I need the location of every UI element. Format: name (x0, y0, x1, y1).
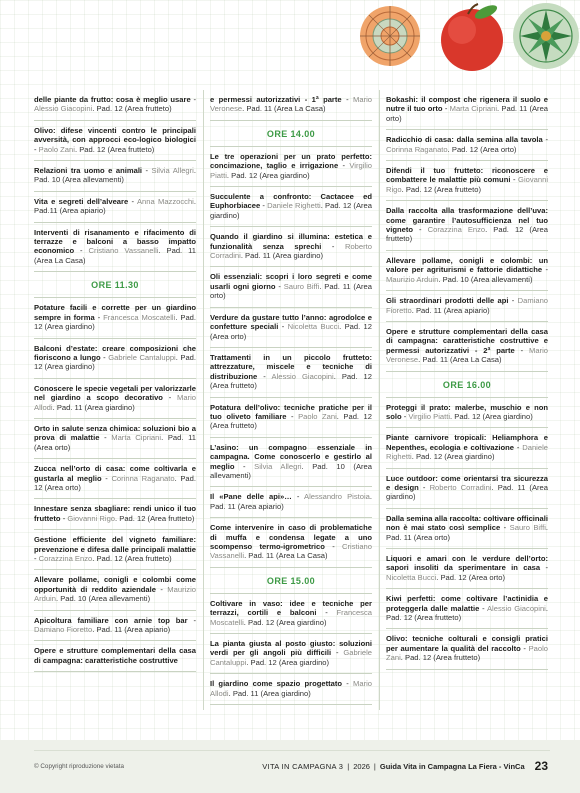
program-entry: Innestare senza sbagliare: rendi unico il tuo frutteto - Giovanni Rigo. Pad. 12 (Area frutteto) (34, 499, 196, 530)
speaker-name: Alessandro Pistoia (304, 492, 370, 502)
venue-location: Pad. 12 (Area frutteto) (96, 104, 172, 114)
venue-location: Pad. 11 (Area apiario) (96, 625, 171, 635)
program-entry: Balconi d’estate: creare composizioni che fioriscono a lungo - Gabriele Cantaluppi. Pad. 12 (Area giardino) (34, 339, 196, 379)
venue-location: Pad. 10 (Area allevamenti) (34, 175, 124, 185)
program-entry: La pianta giusta al posto giusto: soluzioni verdi per gli angoli più difficili - Gabriele Cantaluppi. Pad. 12 (Area giardino) (210, 634, 372, 674)
venue-location: Pad. 10 (Area allevamenti) (210, 461, 372, 480)
program-column-1 (34, 90, 196, 710)
leaf-rosette-icon (513, 3, 579, 69)
program-entry: Apicoltura familiare con arnie top bar - Damiano Fioretto. Pad. 11 (Area apiario) (34, 611, 196, 642)
venue-location: Pad. 11 (Area orto) (210, 281, 372, 301)
program-entry: Il giardino come spazio progettato - Mario Allodi. Pad. 11 (Area giardino) (210, 674, 372, 705)
program-entry: delle piante da frutto: cosa è meglio usare - Alessio Giacopini. Pad. 12 (Area frutteto) (34, 90, 196, 121)
program-entry: Coltivare in vaso: idee e tecniche per terrazzi, cortili e balconi - Francesca Moscatelli. Pad. 12 (Area giardino) (210, 594, 372, 634)
venue-location: Pad. 10 (Area allevamenti) (442, 274, 533, 284)
speaker-name: Mario Veronese (210, 95, 372, 114)
venue-location: Pad. 11 (Area orto) (34, 433, 196, 452)
program-entry: Difendi il tuo frutteto: riconoscere e combattere le malattie più comuni - Giovanni Rigo. Pad. 12 (Area frutteto) (386, 161, 548, 201)
talk-title: Come intervenire in caso di problematiche di muffa e condensa legate a uno scompenso termo-igrometrico (210, 523, 372, 551)
time-slot-heading: ORE 15.00 (210, 568, 372, 594)
speaker-name: Silvia Allegri (151, 166, 194, 176)
speaker-name: Nicoletta Bucci (287, 322, 340, 332)
speaker-name: Marta Cipriani (111, 433, 162, 443)
talk-title: Dalla raccolta alla trasformazione dell’uva: come garantire l’autosufficienza nel tuo vigneto (386, 206, 548, 235)
program-column-2 (210, 90, 372, 710)
program-entry: Potature facili e corrette per un giardino sempre in forma - Francesca Moscatelli. Pad. 12 (Area giardino) (34, 298, 196, 338)
program-entry: Trattamenti in un piccolo frutteto: attrezzature, miscele e tecniche di distribuzione - Alessio Giacopini. Pad. 12 (Area frutteto) (210, 348, 372, 398)
venue-location: Pad. 12 (Area frutteto) (210, 411, 372, 431)
program-entry: Luce outdoor: come orientarsi tra sicurezza e design - Roberto Corradini. Pad. 11 (Area giardino) (386, 469, 548, 509)
venue-location: Pad. 12 (Area giardino) (248, 617, 327, 627)
speaker-name: Paolo Zani (38, 144, 75, 154)
speaker-name: Mario Allodi (210, 679, 372, 698)
program-entry: Gli straordinari prodotti delle api - Damiano Fioretto. Pad. 11 (Area apiario) (386, 291, 548, 322)
program-entry: Il «Pane delle api»… - Alessandro Pistoia. Pad. 11 (Area apiario) (210, 487, 372, 518)
speaker-name: Giovanni Rigo (386, 175, 548, 194)
speaker-name: Gabriele Cantaluppi (210, 648, 372, 667)
running-footer (262, 759, 548, 773)
talk-title: Kiwi perfetti: come coltivare l’actinidia e proteggerla dalle malattie (386, 594, 548, 613)
talk-title: Radicchio di casa: dalla semina alla tavola (386, 135, 543, 145)
speaker-name: Corinna Raganato (111, 473, 175, 483)
talk-title: Olivo: tecniche colturali e consigli pratici per aumentare la qualità del raccolto (386, 634, 548, 653)
speaker-name: Sauro Biffi (283, 281, 320, 291)
program-entry: Proteggi il prato: malerbe, muschio e non solo - Virgilio Piatti. Pad. 12 (Area giardino) (386, 398, 548, 429)
magazine-name: VITA IN CAMPAGNA 3 (262, 761, 344, 771)
venue-location: Pad. 12 (Area giardino) (210, 201, 372, 220)
venue-location: Pad. 12 (Area giardino) (415, 452, 495, 462)
venue-location: Pad.11 (Area apiario) (34, 206, 106, 216)
footer-separator: | (373, 761, 376, 771)
program-entry: Potatura dell’olivo: tecniche pratiche per il tuo oliveto familiare - Paolo Zani. Pad. 12 (Area frutteto) (210, 398, 372, 438)
talk-title: Balconi d’estate: creare composizioni che fioriscono a lungo (34, 343, 196, 362)
program-entry: Verdure da gustare tutto l’anno: agrodolce e confetture speciali - Nicoletta Bucci. Pad. 12 (Area orto) (210, 308, 372, 348)
program-columns (34, 90, 548, 718)
program-entry (34, 641, 196, 672)
venue-location: Pad. 12 (Area frutteto) (79, 144, 155, 154)
talk-title: Opere e strutture complementari della casa di campagna: caratteristiche costruttive (34, 646, 196, 665)
venue-location: Pad. 11 (Area La Casa) (246, 104, 326, 114)
venue-location: Pad. 12 (Area frutteto) (210, 371, 372, 391)
program-entry: Olivo: tecniche colturali e consigli pratici per aumentare la qualità del raccolto - Paolo Zani. Pad. 12 (Area frutteto) (386, 629, 548, 669)
talk-title: Interventi di risanamento e rifacimento di terrazze e balconi a basso impatto economico (34, 227, 196, 256)
speaker-name: Maurizio Arduin (34, 584, 196, 604)
talk-title: Conoscere le specie vegetali per valorizzarle nel giardino a scopo decorativo (34, 383, 196, 403)
program-entry: Orto in salute senza chimica: soluzioni bio a prova di malattie - Marta Cipriani. Pad. 11 (Area orto) (34, 419, 196, 459)
talk-title: Bokashi: il compost che rigenera il suolo e nutre il tuo orto (386, 95, 548, 114)
talk-title: L’asino: un compagno essenziale in campagna. Come conoscerlo e gestirlo al meglio (210, 442, 372, 471)
venue-location: Pad. 12 (Area orto) (440, 572, 506, 582)
talk-title: Olivo: difese vincenti contro le principali avversità, con approcci eco-logico biologici (34, 125, 196, 145)
talk-title: Gli straordinari prodotti delle api (386, 296, 509, 306)
program-column-3 (386, 90, 548, 710)
speaker-name: Roberto Corradini (429, 482, 492, 492)
venue-location: Pad. 12 (Area giardino) (231, 170, 310, 180)
program-entry: Interventi di risanamento e rifacimento di terrazze e balconi a basso impatto economico - Cristiano Vassanelli. Pad. 11 (Area La Casa) (34, 223, 196, 273)
speaker-name: Damiano Fioretto (34, 625, 93, 635)
speaker-name: Virgilio Piatti (408, 411, 451, 421)
talk-title: Coltivare in vaso: idee e tecniche per terrazzi, cortili e balconi (210, 598, 372, 618)
program-entry: Come intervenire in caso di problematiche di muffa e condensa legate a uno scompenso termo-igrometrico - Cristiano Vassanelli. Pad. 11 (Area La Casa) (210, 518, 372, 568)
talk-title: Gestione efficiente del vigneto familiare: prevenzione e difesa dalle principali malattie (34, 535, 196, 554)
column-divider (379, 90, 380, 710)
speaker-name: Francesca Moscatelli (103, 312, 176, 322)
program-entry: Oli essenziali: scopri i loro segreti e come usarli ogni giorno - Sauro Biffi. Pad. 11 (Area orto) (210, 267, 372, 307)
venue-location: Pad. 12 (Area giardino) (250, 657, 330, 667)
program-entry: Radicchio di casa: dalla semina alla tavola - Corinna Raganato. Pad. 12 (Area orto) (386, 130, 548, 161)
talk-title: Il «Pane delle api»… (210, 492, 292, 502)
talk-title: Proteggi il prato: malerbe, muschio e non solo (386, 402, 548, 421)
program-entry: Liquori e amari con le verdure dell’orto: sapori insoliti da sperimentare in casa - Nicoletta Bucci. Pad. 12 (Area orto) (386, 549, 548, 589)
speaker-name: Corinna Raganato (386, 144, 448, 154)
talk-title: Difendi il tuo frutteto: riconoscere e combattere le malattie più comuni (386, 166, 548, 185)
talk-title: Vita e segreti dell’alveare (34, 196, 129, 206)
target-wheel-icon (360, 6, 420, 66)
venue-location: Pad. 11 (Area orto) (386, 104, 548, 123)
speaker-name: Giovanni Rigo (67, 513, 116, 523)
speaker-name: Silvia Allegri (254, 461, 302, 471)
speaker-name: Paolo Zani (298, 411, 337, 421)
footer-rule (34, 750, 550, 751)
time-slot-heading: ORE 16.00 (386, 372, 548, 398)
program-entry: Quando il giardino si illumina: estetica e funzionalità senza sprechi - Roberto Corradini. Pad. 11 (Area giardino) (210, 227, 372, 267)
venue-location: Pad. 11 (Area giardino) (245, 251, 323, 261)
venue-location: Pad. 11 (Area apiario) (415, 305, 490, 315)
talk-title: Opere e strutture complementari della casa di campagna: caratteristiche costruttive e permessi autorizzativi - 2ª parte (386, 326, 548, 355)
venue-location: Pad. 12 (Area orto) (34, 473, 196, 492)
talk-title: Zucca nell’orto di casa: come coltivarla e gustarla al meglio (34, 464, 196, 483)
talk-title: Luce outdoor: come orientarsi tra sicurezza e design (386, 473, 548, 492)
speaker-name: Corazzina Enzo (427, 225, 486, 235)
talk-title: Potatura dell’olivo: tecniche pratiche per il tuo oliveto familiare (210, 402, 372, 421)
speaker-name: Alessio Giacopini (271, 371, 334, 381)
guide-title: Guida Vita in Campagna La Fiera - VinCa (379, 761, 525, 771)
venue-location: Pad. 12 (Area orto) (210, 322, 372, 341)
talk-title: Succulente a confronto: Cactacee ed Euphorbiacee (210, 192, 372, 211)
talk-title: Le tre operazioni per un prato perfetto: concimazione, taglio e irrigazione (210, 151, 372, 171)
speaker-name: Alessio Giacopini (34, 104, 93, 114)
speaker-name: Sauro Biffi (509, 523, 546, 533)
venue-location: Pad. 12 (Area giardino) (34, 352, 196, 372)
speaker-name: Corazzina Enzo (38, 554, 93, 563)
time-slot-heading: ORE 11.30 (34, 272, 196, 298)
speaker-name: Marta Cipriani (449, 104, 498, 114)
program-entry: Relazioni tra uomo e animali - Silvia Allegri. Pad. 10 (Area allevamenti) (34, 161, 196, 192)
speaker-name: Damiano Fioretto (386, 296, 548, 315)
speaker-name: Gabriele Cantaluppi (108, 352, 176, 362)
time-slot-heading: ORE 14.00 (210, 121, 372, 147)
venue-location: Pad. 10 (Area allevamenti) (60, 594, 151, 604)
speaker-name: Paolo Zani (386, 643, 548, 663)
talk-title: Potature facili e corrette per un giardino sempre in forma (34, 303, 196, 322)
page-number: 23 (534, 759, 548, 773)
talk-title: Orto in salute senza chimica: soluzioni bio a prova di malattie (34, 423, 196, 443)
program-entry: Zucca nell’orto di casa: come coltivarla e gustarla al meglio - Corinna Raganato. Pad. 12 (Area orto) (34, 459, 196, 499)
program-entry: Conoscere le specie vegetali per valorizzarle nel giardino a scopo decorativo - Mario Allodi. Pad. 11 (Area giardino) (34, 379, 196, 419)
speaker-name: Cristiano Vassanelli (88, 246, 159, 256)
talk-title: Innestare senza sbagliare: rendi unico il tuo frutteto (34, 504, 196, 523)
talk-title: Il giardino come spazio progettato (210, 679, 343, 689)
speaker-name: Daniele Righetti (386, 442, 548, 462)
program-entry: Gestione efficiente del vigneto familiare: prevenzione e difesa dalle principali malattie - Corazzina Enzo. Pad. 12 (Area frutteto) (34, 530, 196, 570)
talk-title: Oli essenziali: scopri i loro segreti e come usarli ogni giorno (210, 272, 372, 291)
program-entry: Bokashi: il compost che rigenera il suolo e nutre il tuo orto - Marta Cipriani. Pad. 11 (Area orto) (386, 90, 548, 130)
venue-location: Pad. 12 (Area giardino) (454, 411, 533, 421)
speaker-name: Roberto Corradini (210, 241, 372, 261)
venue-location: Pad. 12 (Area orto) (451, 144, 517, 154)
talk-title: Allevare pollame, conigli e colombi: un valore per agriturismi e fattorie didattiche (386, 255, 548, 275)
column-divider (203, 90, 204, 710)
venue-location: Pad. 12 (Area frutteto) (386, 225, 548, 244)
issue-year: 2026 (353, 761, 370, 771)
copyright-notice: © Copyright riproduzione vietata (34, 763, 125, 770)
header-illustrations (350, 0, 580, 82)
program-entry: Le tre operazioni per un prato perfetto: concimazione, taglio e irrigazione - Virgilio Piatti. Pad. 12 (Area giardino) (210, 147, 372, 187)
venue-location: Pad. 12 (Area giardino) (34, 312, 196, 332)
speaker-name: Cristiano Vassanelli (210, 542, 372, 561)
talk-title: delle piante da frutto: cosa è meglio usare (34, 95, 191, 104)
venue-location: Pad. 11 (Area apiario) (210, 501, 284, 511)
program-entry: Succulente a confronto: Cactacee ed Euphorbiacee - Daniele Righetti. Pad. 12 (Area giardino) (210, 187, 372, 227)
venue-location: Pad. 12 (Area frutteto) (405, 653, 481, 663)
talk-title: e permessi autorizzativi - 1ª parte (210, 95, 342, 104)
talk-title: Relazioni tra uomo e animali (34, 166, 143, 176)
venue-location: Pad. 11 (Area giardino) (386, 482, 548, 502)
apple-icon (441, 2, 503, 71)
program-entry: L’asino: un compagno essenziale in campagna. Come conoscerlo e gestirlo al meglio - Silvia Allegri. Pad. 10 (Area allevamenti) (210, 438, 372, 488)
venue-location: Pad. 11 (Area La Casa) (248, 551, 328, 561)
program-entry: Opere e strutture complementari della casa di campagna: caratteristiche costruttive e permessi autorizzativi - 2ª parte - Mario Veronese. Pad. 11 (Area La Casa) (386, 322, 548, 372)
venue-location: Pad. 11 (Area giardino) (232, 688, 311, 698)
speaker-name: Daniele Righetti (267, 201, 321, 211)
venue-location: Pad. 11 (Area orto) (386, 532, 451, 542)
program-entry: Allevare pollame, conigli e colombi: un valore per agriturismi e fattorie didattiche - Maurizio Arduin. Pad. 10 (Area allevamenti) (386, 251, 548, 291)
venue-location: Pad. 11 (Area giardino) (56, 402, 135, 412)
speaker-name: Virgilio Piatti (210, 161, 372, 180)
footer-separator: | (347, 761, 350, 771)
program-entry: Olivo: difese vincenti contro le principali avversità, con approcci eco-logico biologici - Paolo Zani. Pad. 12 (Area frutteto) (34, 121, 196, 161)
talk-title: Quando il giardino si illumina: estetica e funzionalità senza sprechi (210, 232, 372, 251)
program-entry: Piante carnivore tropicali: Heliamphora e Nepenthes, ecologia e coltivazione - Daniele Righetti. Pad. 12 (Area giardino) (386, 428, 548, 468)
program-entry: Kiwi perfetti: come coltivare l’actinidia e proteggerla dalle malattie - Alessio Giacopini. Pad. 12 (Area frutteto) (386, 589, 548, 629)
speaker-name: Maurizio Arduin (386, 274, 439, 284)
program-entry: e permessi autorizzativi - 1ª parte - Mario Veronese. Pad. 11 (Area La Casa) (210, 90, 372, 121)
venue-location: Pad. 12 (Area frutteto) (119, 513, 195, 523)
speaker-name: Nicoletta Bucci (386, 572, 437, 582)
program-entry: Vita e segreti dell’alveare - Anna Mazzocchi. Pad.11 (Area apiario) (34, 192, 196, 223)
venue-location: Pad. 12 (Area frutteto) (386, 613, 462, 623)
talk-title: Dalla semina alla raccolta: coltivare officinali non è mai stato così semplice (386, 513, 548, 533)
header-illustrations-svg (350, 0, 580, 82)
speaker-name: Mario Allodi (34, 393, 196, 412)
talk-title: La pianta giusta al posto giusto: soluzioni verdi per gli angoli più difficili (210, 639, 372, 658)
speaker-name: Francesca Moscatelli (210, 608, 372, 627)
venue-location: Pad. 12 (Area frutteto) (96, 554, 172, 563)
speaker-name: Anna Mazzocchi (136, 196, 194, 206)
venue-location: Pad. 12 (Area frutteto) (405, 184, 481, 194)
talk-title: Verdure da gustare tutto l’anno: agrodolce e confetture speciali (210, 312, 372, 332)
speaker-name: Alessio Giacopini (486, 603, 546, 613)
talk-title: Apicoltura familiare con arnie top bar (34, 615, 188, 625)
talk-title: Liquori e amari con le verdure dell’orto: sapori insoliti da sperimentare in casa (386, 554, 548, 573)
talk-title: Piante carnivore tropicali: Heliamphora e Nepenthes, ecologia e coltivazione (386, 433, 548, 452)
venue-location: Pad. 11 (Area La Casa) (422, 355, 502, 365)
speaker-name: Mario Veronese (386, 345, 548, 365)
program-entry: Dalla raccolta alla trasformazione dell’uva: come garantire l’autosufficienza nel tuo vigneto - Corazzina Enzo. Pad. 12 (Area frutteto) (386, 201, 548, 251)
program-entry: Dalla semina alla raccolta: coltivare officinali non è mai stato così semplice - Sauro Biffi. Pad. 11 (Area orto) (386, 509, 548, 549)
program-entry: Allevare pollame, conigli e colombi come opportunità di reddito aziendale - Maurizio Arduin. Pad. 10 (Area allevamenti) (34, 570, 196, 610)
talk-title: Allevare pollame, conigli e colombi come opportunità di reddito aziendale (34, 575, 196, 594)
venue-location: Pad. 11 (Area La Casa) (34, 246, 196, 265)
talk-title: Trattamenti in un piccolo frutteto: attrezzature, miscele e tecniche di distribuzione (210, 352, 372, 381)
